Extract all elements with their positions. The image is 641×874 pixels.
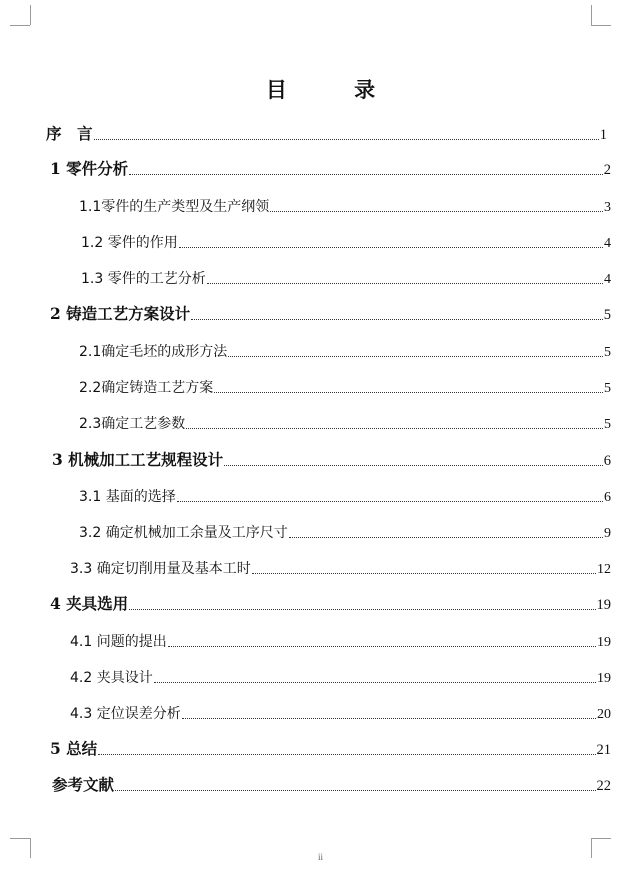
toc-entry-label: 3.2 确定机械加工余量及工序尺寸 <box>79 525 288 541</box>
toc-page-number: 4 <box>604 236 611 251</box>
toc-leader-dots <box>129 609 595 610</box>
toc-entry-label: 3.1 基面的选择 <box>79 489 176 505</box>
toc-page-number: 6 <box>603 453 611 469</box>
toc-entry[interactable] <box>50 739 611 759</box>
toc-page-number: 6 <box>604 490 611 505</box>
toc-page-number: 21 <box>596 742 611 758</box>
toc-leader-dots <box>179 247 603 248</box>
toc-leader-dots <box>191 319 603 320</box>
toc-entry[interactable] <box>70 558 611 578</box>
toc-entry-label: 2.2确定铸造工艺方案 <box>79 380 214 396</box>
toc-page-number: 9 <box>604 526 611 541</box>
toc-page-number: 2 <box>603 162 611 178</box>
toc-entry-label: 4.1 问题的提出 <box>70 634 167 650</box>
toc-entry-label: 1 零件分析 <box>50 159 129 178</box>
toc-entry-label: 1.3 零件的工艺分析 <box>81 271 206 287</box>
toc-entry-label: 4.2 夹具设计 <box>70 670 153 686</box>
toc-leader-dots <box>224 465 603 466</box>
toc-entry-label: 序 言 <box>46 124 93 143</box>
toc-page-number: 5 <box>603 307 611 323</box>
toc-entry[interactable] <box>70 631 611 651</box>
toc-leader-dots <box>270 211 603 212</box>
toc-leader-dots <box>228 356 603 357</box>
toc-entry[interactable] <box>50 594 611 614</box>
toc-page-number: 19 <box>597 671 611 686</box>
toc-page-number: 5 <box>604 417 611 432</box>
toc-leader-dots <box>186 428 603 429</box>
toc-page-number: 19 <box>596 597 611 613</box>
toc-leader-dots <box>115 790 595 791</box>
toc-entry[interactable] <box>81 232 611 252</box>
toc-leader-dots <box>182 718 596 719</box>
toc-entry-label: 1.1零件的生产类型及生产纲领 <box>79 199 270 215</box>
toc-leader-dots <box>129 174 603 175</box>
toc-leader-dots <box>98 754 595 755</box>
toc-entry-label: 5 总结 <box>50 739 98 758</box>
toc-page-number: 4 <box>604 272 611 287</box>
toc-leader-dots <box>94 139 599 140</box>
toc-leader-dots <box>289 537 603 538</box>
toc-leader-dots <box>252 573 596 574</box>
toc-entry-label: 2.3确定工艺参数 <box>79 416 186 432</box>
toc-leader-dots <box>214 392 603 393</box>
toc-page-number: 20 <box>597 707 611 722</box>
toc-entry-label: 2 铸造工艺方案设计 <box>50 304 191 323</box>
toc-entry-label: 3.3 确定切削用量及基本工时 <box>70 561 251 577</box>
toc-leader-dots <box>154 682 596 683</box>
toc-entry[interactable] <box>79 486 611 506</box>
toc-entry[interactable] <box>81 268 611 288</box>
toc-entry[interactable] <box>50 159 611 179</box>
toc-entry[interactable] <box>79 413 611 433</box>
toc-entry[interactable] <box>46 124 607 144</box>
toc-page-number: 5 <box>604 345 611 360</box>
toc-entry[interactable] <box>79 196 611 216</box>
toc-entry-label: 4.3 定位误差分析 <box>70 706 181 722</box>
toc-entry[interactable] <box>79 522 611 542</box>
toc-entry-label: 4 夹具选用 <box>50 594 129 613</box>
toc-leader-dots <box>177 501 603 502</box>
toc-entry[interactable] <box>79 341 611 361</box>
toc-page-number: 3 <box>604 200 611 215</box>
toc-entry-label: 参考文献 <box>52 775 115 794</box>
toc-entry[interactable] <box>70 667 611 687</box>
toc-entry-label: 3 机械加工工艺规程设计 <box>52 450 224 469</box>
toc-page-number: 19 <box>597 635 611 650</box>
toc-entry[interactable] <box>52 775 611 795</box>
toc-entry-label: 2.1确定毛坯的成形方法 <box>79 344 228 360</box>
toc-entry[interactable] <box>79 377 611 397</box>
toc-page-number: 12 <box>597 562 611 577</box>
toc-entry[interactable] <box>50 304 611 324</box>
toc-page-number: 1 <box>599 127 607 143</box>
toc-leader-dots <box>168 646 596 647</box>
toc-entry-label: 1.2 零件的作用 <box>81 235 178 251</box>
toc-entry[interactable] <box>70 703 611 723</box>
toc-page-number: 5 <box>604 381 611 396</box>
footer-page-number: ii <box>317 852 323 862</box>
toc-entry[interactable] <box>52 450 611 470</box>
toc-leader-dots <box>207 283 603 284</box>
toc-page-number: 22 <box>596 778 611 794</box>
page-title: 目 录 <box>265 77 406 102</box>
